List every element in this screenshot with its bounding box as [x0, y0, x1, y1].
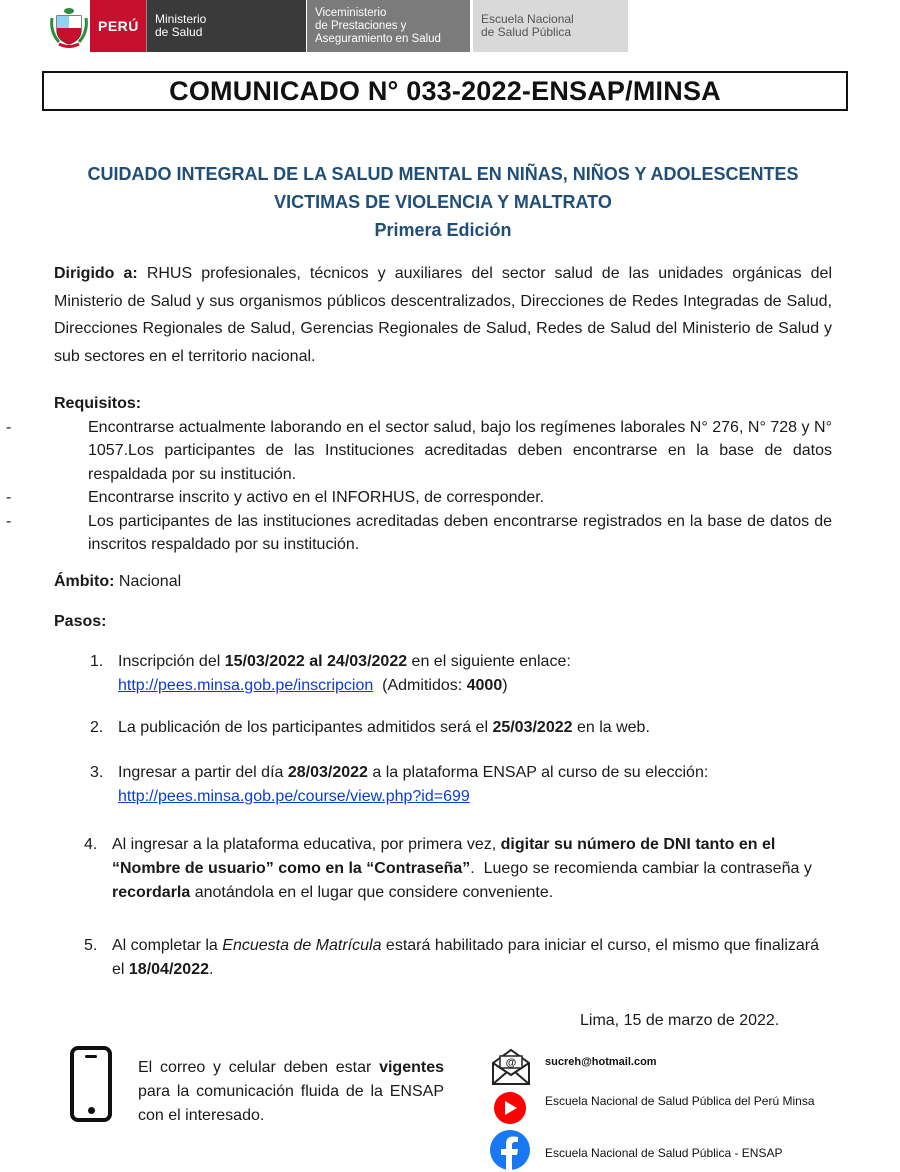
course-link[interactable]: http://pees.minsa.gob.pe/course/view.php?id=699 — [118, 788, 470, 805]
scope-value: Nacional — [114, 573, 182, 590]
requirements-section — [6, 392, 832, 557]
steps-label: Pasos: — [54, 613, 107, 630]
course-edition: Primera Edición — [374, 220, 512, 240]
target-audience-text: RHUS profesionales, técnicos y auxiliares del sector salud de las unidades orgánicas del Ministerio de Salud y sus organismos públicos descentralizados, Direcciones de Redes Integradas de Salud, Direcciones Regionales de Salud, Gerencias Regionales de Salud, Redes de Salud del Ministerio de Salud y sub sectores en el territorio nacional. — [54, 265, 833, 365]
email-icon — [490, 1047, 532, 1092]
contact-facebook[interactable]: Escuela Nacional de Salud Pública - ENSAP — [545, 1146, 783, 1160]
school-label: Escuela Nacional de Salud Pública — [470, 0, 628, 52]
peru-label: PERÚ — [90, 0, 146, 52]
svg-text:@: @ — [505, 1057, 517, 1069]
target-audience — [54, 260, 832, 370]
viceministry-label: Viceministerio de Prestaciones y Aseguramiento en Salud — [306, 0, 470, 52]
target-audience-label: Dirigido a: — [54, 265, 138, 282]
course-title-line-1: CUIDADO INTEGRAL DE LA SALUD MENTAL EN NIÑAS, NIÑOS Y ADOLESCENTES — [87, 164, 799, 184]
mobile-phone-icon — [70, 1046, 112, 1122]
course-heading — [40, 160, 846, 244]
communique-title-box — [42, 71, 848, 111]
date-place: Lima, 15 de marzo de 2022. — [580, 1012, 780, 1029]
requirement-item: - Encontrarse inscrito y activo en el INFORHUS, de corresponder. — [6, 489, 545, 506]
peru-coat-of-arms-icon — [48, 0, 90, 52]
scope-label: Ámbito: — [54, 573, 115, 590]
scope — [54, 568, 832, 596]
youtube-icon — [489, 1092, 531, 1129]
requirements-label: Requisitos: — [54, 395, 142, 412]
header-banner — [48, 0, 628, 52]
facebook-icon — [489, 1129, 531, 1172]
communique-title: COMUNICADO N° 033-2022-ENSAP/MINSA — [169, 75, 721, 106]
course-title-line-2: VICTIMAS DE VIOLENCIA Y MALTRATO — [274, 192, 612, 212]
requirement-item: - Los participantes de las instituciones acreditadas deben encontrarse registrados en la base de datos de inscritos respaldado por su institución. — [6, 512, 832, 553]
contact-note: El correo y celular deben estar vigentes para la comunicación fluida de la ENSAP con el interesado. — [138, 1059, 444, 1124]
registration-link[interactable]: http://pees.minsa.gob.pe/inscripcion — [118, 677, 374, 694]
contact-email[interactable]: sucreh@hotmail.com — [545, 1056, 657, 1068]
ministry-label: Ministerio de Salud — [146, 0, 306, 52]
requirement-item: - Encontrarse actualmente laborando en el sector salud, bajo los regímenes laborales N° 276, N° 728 y N° 1057.Los participantes de las Instituciones acreditadas deben encontrarse en la base de datos respaldada por su institución. — [6, 418, 832, 483]
contact-youtube[interactable]: Escuela Nacional de Salud Pública del Perú Minsa — [545, 1094, 815, 1108]
